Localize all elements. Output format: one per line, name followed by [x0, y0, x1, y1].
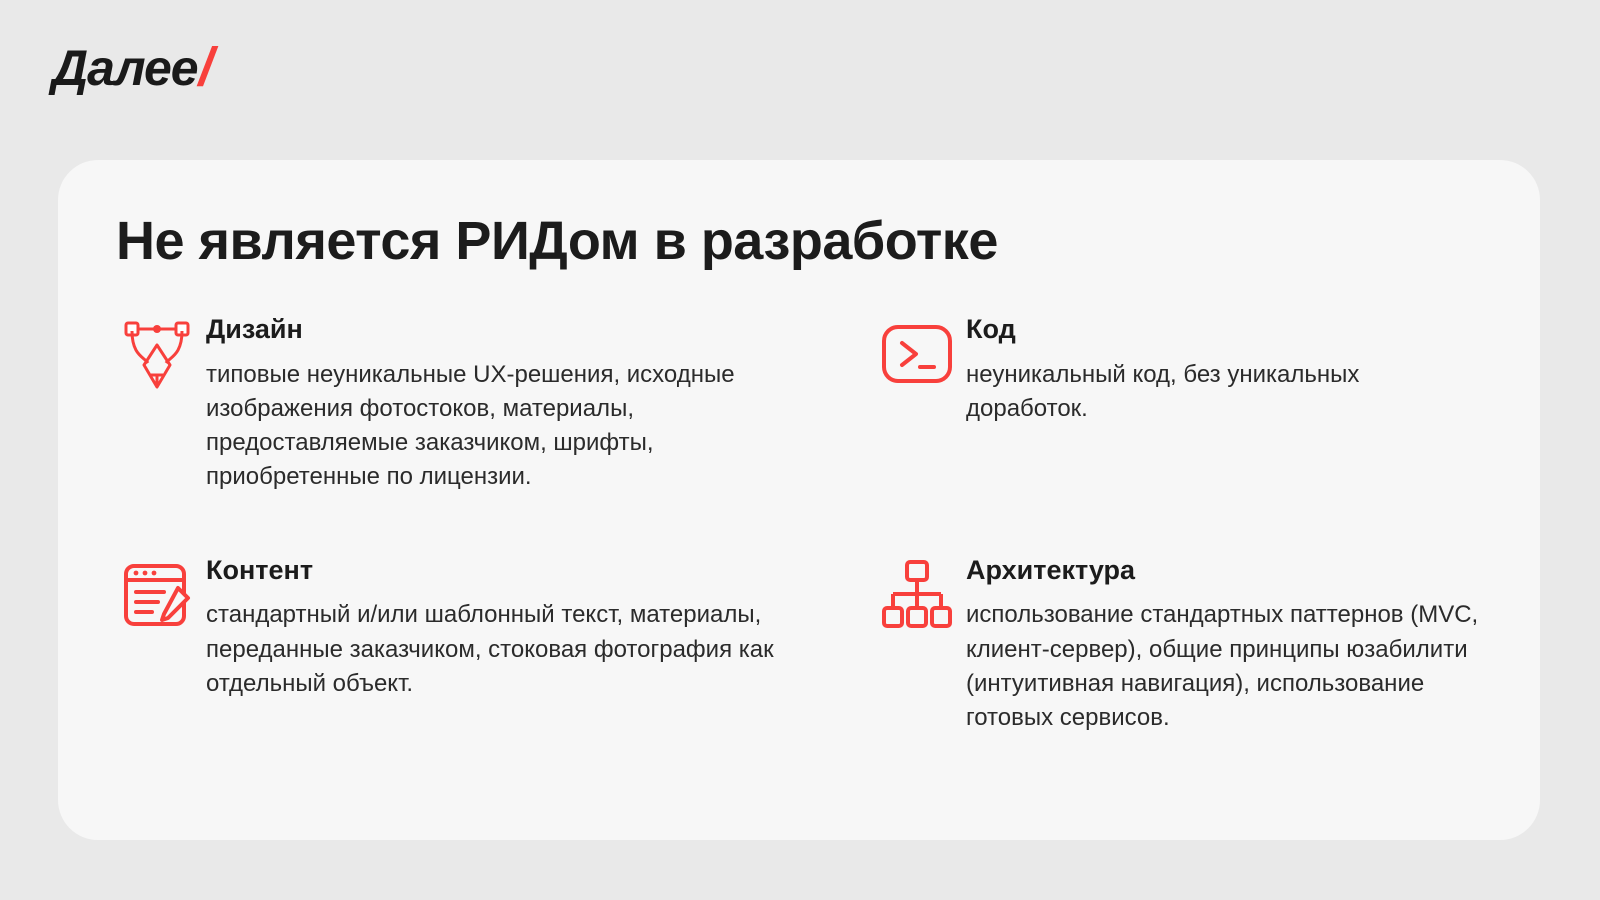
list-item-description: использование стандартных паттернов (MVC, клиент-сервер), общие принципы юзабилити (интуитивная навигация), использование готовых сервисов. [966, 601, 1479, 731]
page-title: Не является РИДом в разработке [116, 211, 998, 271]
content-document-pencil-icon [114, 554, 200, 638]
items-grid [114, 313, 1484, 734]
code-terminal-icon [874, 313, 960, 397]
list-item [114, 554, 874, 735]
list-item [114, 313, 874, 494]
list-item [874, 554, 1484, 735]
list-item-body [200, 313, 826, 494]
list-item-title: Архитектура [966, 555, 1136, 586]
list-item-description: неуникальный код, без уникальных доработок. [966, 360, 1360, 422]
list-item-description: стандартный и/или шаблонный текст, материалы, переданные заказчиком, стоковая фотография как отдельный объект. [206, 601, 774, 697]
pen-tool-icon [114, 313, 200, 397]
list-item-title: Код [966, 314, 1016, 345]
list-item-body [960, 554, 1484, 735]
list-item-body [960, 313, 1484, 426]
brand-logo [52, 37, 214, 97]
list-item-title: Контент [206, 555, 314, 586]
list-item-body [200, 554, 826, 701]
list-item-description: типовые неуникальные UX-решения, исходные изображения фотостоков, материалы, предоставляемые заказчиком, шрифты, приобретенные по лицензии. [206, 360, 735, 491]
architecture-hierarchy-icon [874, 554, 960, 638]
brand-logo-text: Далее [52, 40, 198, 96]
list-item-title: Дизайн [206, 314, 303, 345]
list-item [874, 313, 1484, 494]
brand-logo-slash: / [198, 37, 214, 97]
content-card [58, 160, 1540, 840]
